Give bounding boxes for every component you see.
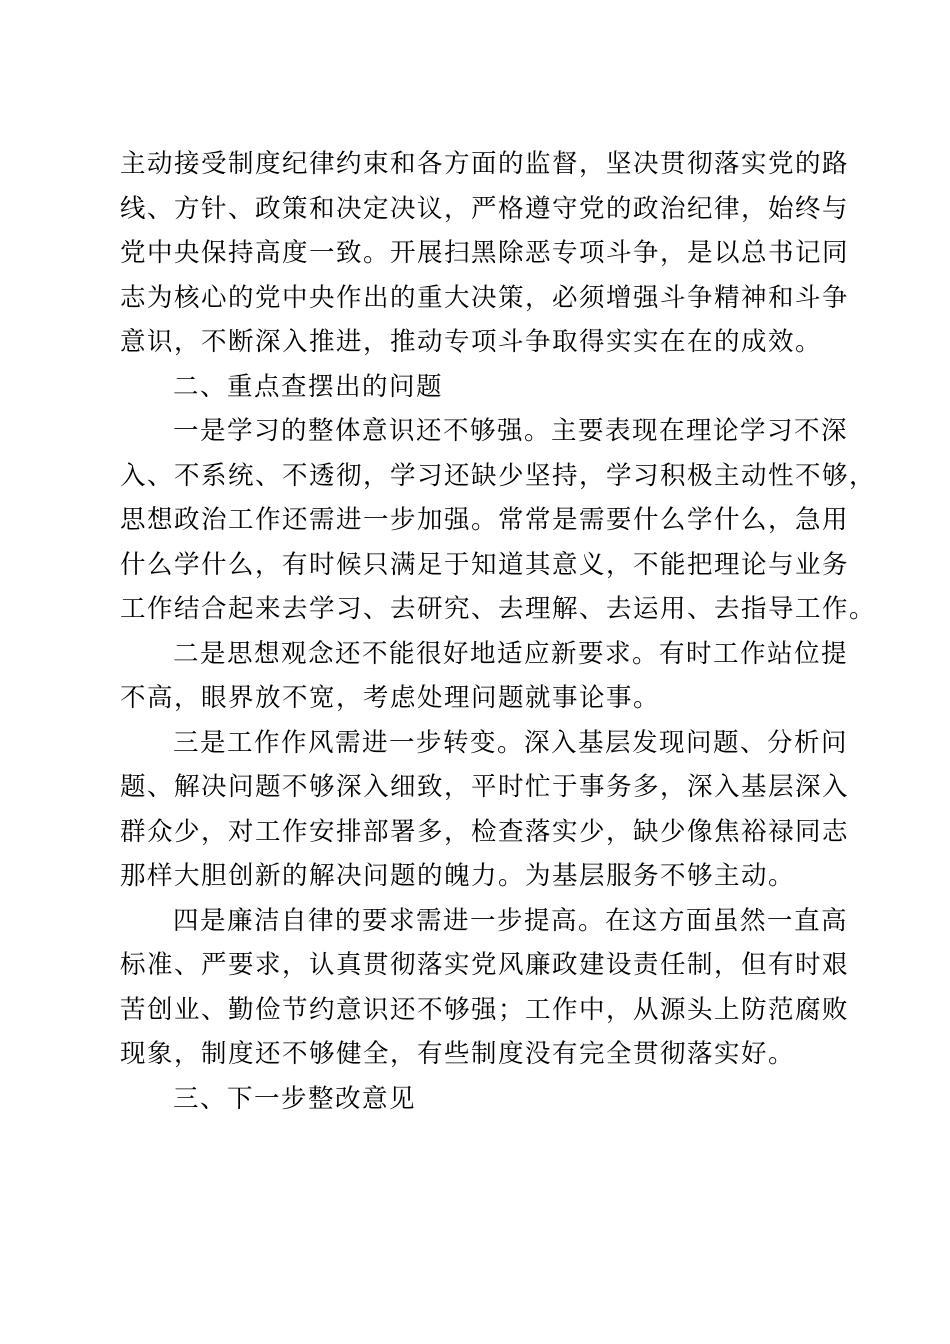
text-line xyxy=(120,721,849,766)
text-line: 入、不系统、不透彻，学习还缺少坚持，学习积极主动性不够， xyxy=(120,460,877,491)
item-lead: 三是工作作风需进一步转变。 xyxy=(173,727,525,758)
text-line: 现象，制度还不够健全，有些制度没有完全贯彻落实好。 xyxy=(120,1039,796,1069)
text-line: 思想政治工作还需进一步加强。常常是需要什么学什么，急用 xyxy=(120,505,850,535)
text-line: 工作结合起来去学习、去研究、去理解、去运用、去指导工作。 xyxy=(120,594,877,624)
text-line: 党中央保持高度一致。开展扫黑除恶专项斗争，是以总书记同 xyxy=(120,238,850,268)
item-text: 在这方面虽然一直高 xyxy=(605,905,849,936)
text-line: 意识，不断深入推进，推动专项斗争取得实实在在的成效。 xyxy=(120,327,823,357)
paragraph-item-3 xyxy=(120,721,850,899)
text-line xyxy=(120,409,849,454)
paragraph-item-2 xyxy=(120,632,849,721)
text-line: 标准、严要求，认真贯彻落实党风廉政建设责任制，但有时艰 xyxy=(120,950,850,980)
item-lead: 四是廉洁自律的要求需进一步提高。 xyxy=(173,905,606,936)
text-line: 不高，眼界放不宽，考虑处理问题就事论事。 xyxy=(120,683,661,713)
text-line xyxy=(120,632,849,677)
text-line: 题、解决问题不够深入细致，平时忙于事务多，深入基层深入 xyxy=(120,772,850,802)
section-heading-rectification: 三、下一步整改意见 xyxy=(173,1083,417,1114)
item-text: 有时工作站位提 xyxy=(659,638,849,669)
item-lead: 二是思想观念还不能很好地适应新要求。 xyxy=(173,638,660,669)
paragraph-item-4 xyxy=(120,899,850,1077)
document-body xyxy=(120,142,877,1121)
text-line xyxy=(120,899,849,944)
text-line: 什么学什么，有时候只满足于知道其意义，不能把理论与业务 xyxy=(120,549,850,580)
item-text: 深入基层发现问题、分析问 xyxy=(524,727,849,758)
item-lead: 一是学习的整体意识还不够强。 xyxy=(173,416,552,446)
paragraph-continuation xyxy=(120,142,850,365)
paragraph-item-1 xyxy=(120,409,877,632)
item-text: 主要表现在理论学习不深 xyxy=(551,416,849,446)
text-line: 线、方针、政策和决定决议，严格遵守党的政治纪律，始终与 xyxy=(120,193,850,224)
text-line: 苦创业、勤俭节约意识还不够强；工作中，从源头上防范腐败 xyxy=(120,994,850,1025)
text-line: 主动接受制度纪律约束和各方面的监督，坚决贯彻落实党的路 xyxy=(120,149,850,179)
section-heading-problems: 二、重点查摆出的问题 xyxy=(173,371,444,402)
text-line: 志为核心的党中央作出的重大决策，必须增强斗争精神和斗争 xyxy=(120,282,850,313)
text-line: 群众少，对工作安排部署多，检查落实少，缺少像焦裕禄同志 xyxy=(120,816,850,847)
text-line: 那样大胆创新的解决问题的魄力。为基层服务不够主动。 xyxy=(120,861,796,891)
